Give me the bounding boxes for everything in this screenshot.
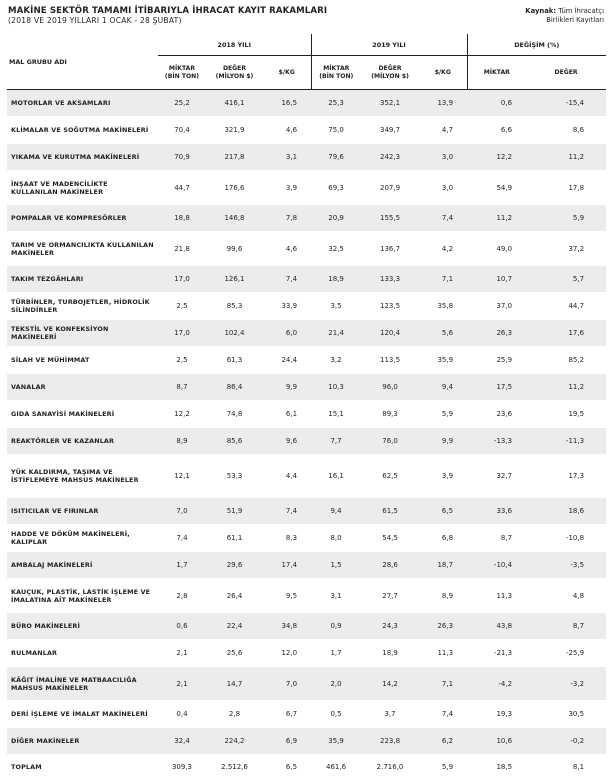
cell-perkg-2018: 8,3 [263,525,311,552]
cell-change-deger: 37,2 [526,232,606,266]
source-line-2: Birlikleri Kayıtları [546,16,604,24]
cell-perkg-2019: 3,0 [419,144,467,171]
cell-miktar-2018: 2,1 [158,640,206,667]
column-header-2019: 2019 YILI [311,34,467,56]
cell-miktar-2019: 69,3 [311,171,361,205]
cell-change-miktar: 10,6 [467,728,526,755]
cell-deger-2019: 120,4 [361,320,419,347]
cell-deger-2019: 223,8 [361,728,419,755]
cell-perkg-2019: 3,0 [419,171,467,205]
cell-deger-2018: 217,8 [206,144,263,171]
cell-perkg-2018: 6,9 [263,728,311,755]
cell-change-miktar: 11,3 [467,579,526,613]
cell-perkg-2018: 34,8 [263,613,311,640]
table-row [7,374,606,401]
table-row [7,525,606,552]
cell-change-deger: 17,8 [526,171,606,205]
cell-change-miktar: 26,3 [467,320,526,347]
table-row [7,293,606,320]
column-header-change: DEĞİŞİM (%) [467,34,606,56]
cell-perkg-2018: 24,4 [263,347,311,374]
cell-change-deger: 5,7 [526,266,606,293]
cell-miktar-2019: 7,7 [311,428,361,455]
cell-group-name: HADDE VE DÖKÜM MAKİNELERİ, KALIPLAR [7,525,158,552]
cell-deger-2018: 224,2 [206,728,263,755]
cell-group-name: GIDA SANAYİSİ MAKİNELERİ [7,401,158,428]
cell-miktar-2018: 44,7 [158,171,206,205]
cell-miktar-2018: 70,9 [158,144,206,171]
cell-change-miktar: 43,8 [467,613,526,640]
cell-change-deger: 8,7 [526,613,606,640]
cell-perkg-2019: 4,7 [419,117,467,144]
cell-deger-2019: 54,5 [361,525,419,552]
cell-miktar-2018: 12,1 [158,455,206,498]
cell-change-deger: 11,2 [526,144,606,171]
cell-perkg-2018: 17,4 [263,552,311,579]
cell-perkg-2019: 6,2 [419,728,467,755]
column-header-deger-2019: DEĞER (MİLYON $) [361,56,419,90]
cell-change-miktar: -10,4 [467,552,526,579]
table-row [7,728,606,755]
column-header-perkg-2019: $/KG [419,56,467,90]
cell-perkg-2019: 9,9 [419,428,467,455]
cell-change-miktar: 11,2 [467,205,526,232]
cell-miktar-2019: 9,4 [311,498,361,525]
column-header-2018: 2018 YILI [158,34,311,56]
table-row [7,232,606,266]
cell-miktar-2018: 2,8 [158,579,206,613]
cell-deger-2019: 18,9 [361,640,419,667]
cell-perkg-2019: 35,8 [419,293,467,320]
cell-perkg-2019: 5,9 [419,401,467,428]
cell-group-name: DİĞER MAKİNELER [7,728,158,755]
cell-miktar-2019: 0,9 [311,613,361,640]
cell-group-name: YÜK KALDIRMA, TAŞIMA VE İSTİFLEMEYE MAHSUS MAKİNELER [7,455,158,498]
cell-perkg-2018: 7,8 [263,205,311,232]
cell-deger-2019: 76,0 [361,428,419,455]
cell-miktar-2019: 15,1 [311,401,361,428]
cell-group-name: YIKAMA VE KURUTMA MAKİNELERİ [7,144,158,171]
cell-change-miktar: 33,6 [467,498,526,525]
cell-miktar-2019: 75,0 [311,117,361,144]
cell-group-name: TARIM VE ORMANCILIKTA KULLANILAN MAKİNELER [7,232,158,266]
column-header-deger-2018: DEĞER (MİLYON $) [206,56,263,90]
cell-miktar-2019: 0,5 [311,701,361,728]
cell-perkg-2019: 18,7 [419,552,467,579]
page-subtitle: (2018 VE 2019 YILLARI 1 OCAK - 28 ŞUBAT) [8,16,182,25]
cell-change-miktar: 8,7 [467,525,526,552]
cell-change-miktar: 23,6 [467,401,526,428]
table-row [7,552,606,579]
cell-change-miktar: 49,0 [467,232,526,266]
cell-change-deger: 5,9 [526,205,606,232]
cell-change-deger: 30,5 [526,701,606,728]
cell-miktar-2019: 35,9 [311,728,361,755]
cell-perkg-2019: 7,4 [419,205,467,232]
total-row [7,755,606,780]
cell-deger-2018: 53,3 [206,455,263,498]
cell-change-miktar: 19,3 [467,701,526,728]
cell-group-name: RULMANLAR [7,640,158,667]
cell-perkg-2019: 11,3 [419,640,467,667]
cell-deger-2019: 155,5 [361,205,419,232]
cell-group-name: VANALAR [7,374,158,401]
cell-perkg-2019: 13,9 [419,90,467,117]
cell-perkg-2018: 9,5 [263,579,311,613]
table-row [7,401,606,428]
table-row [7,347,606,374]
cell-change-miktar: 18,5 [467,755,526,780]
cell-deger-2018: 74,8 [206,401,263,428]
cell-miktar-2018: 2,1 [158,667,206,701]
cell-deger-2018: 99,6 [206,232,263,266]
column-header-change-miktar: MİKTAR [467,56,526,90]
cell-miktar-2019: 1,5 [311,552,361,579]
cell-miktar-2018: 7,4 [158,525,206,552]
cell-change-miktar: 25,9 [467,347,526,374]
cell-deger-2019: 14,2 [361,667,419,701]
cell-change-deger: 4,8 [526,579,606,613]
cell-change-deger: 17,6 [526,320,606,347]
page-title: MAKİNE SEKTÖR TAMAMI İTİBARIYLA İHRACAT KAYIT RAKAMLARI [8,6,328,16]
cell-deger-2019: 28,6 [361,552,419,579]
cell-miktar-2019: 2,0 [311,667,361,701]
table-row [7,579,606,613]
cell-perkg-2019: 7,4 [419,701,467,728]
cell-miktar-2019: 461,6 [311,755,361,780]
cell-change-miktar: 32,7 [467,455,526,498]
cell-change-deger: -0,2 [526,728,606,755]
cell-change-deger: 18,6 [526,498,606,525]
cell-group-name: TAKIM TEZGÂHLARI [7,266,158,293]
cell-group-name: TEKSTİL VE KONFEKSİYON MAKİNELERİ [7,320,158,347]
cell-perkg-2018: 12,0 [263,640,311,667]
cell-perkg-2018: 4,6 [263,232,311,266]
cell-change-deger: -15,4 [526,90,606,117]
cell-perkg-2019: 7,1 [419,266,467,293]
cell-deger-2018: 146,8 [206,205,263,232]
table-row [7,455,606,498]
cell-deger-2018: 86,4 [206,374,263,401]
cell-group-name: KÂĞIT İMALİNE VE MATBAACILIĞA MAHSUS MAKİNELER [7,667,158,701]
cell-change-miktar: 12,2 [467,144,526,171]
cell-perkg-2018: 16,5 [263,90,311,117]
cell-change-miktar: 37,0 [467,293,526,320]
cell-miktar-2019: 18,9 [311,266,361,293]
table-row [7,144,606,171]
cell-perkg-2018: 9,6 [263,428,311,455]
cell-miktar-2018: 17,0 [158,266,206,293]
cell-change-deger: 8,6 [526,117,606,144]
cell-group-name: KAUÇUK, PLASTİK, LASTİK İŞLEME VE İMALATINA AİT MAKİNELER [7,579,158,613]
cell-deger-2019: 2.716,0 [361,755,419,780]
column-header-change-deger: DEĞER [526,56,606,90]
table-row [7,90,606,117]
cell-deger-2018: 2,8 [206,701,263,728]
cell-change-miktar: 6,6 [467,117,526,144]
cell-miktar-2019: 1,7 [311,640,361,667]
cell-perkg-2018: 33,9 [263,293,311,320]
cell-group-name: TÜRBİNLER, TURBOJETLER, HİDROLİK SİLİNDİRLER [7,293,158,320]
cell-perkg-2018: 6,5 [263,755,311,780]
cell-change-deger: 44,7 [526,293,606,320]
table-body [7,90,606,780]
cell-change-deger: 11,2 [526,374,606,401]
cell-miktar-2019: 8,0 [311,525,361,552]
cell-miktar-2019: 20,9 [311,205,361,232]
cell-deger-2018: 29,6 [206,552,263,579]
cell-deger-2018: 14,7 [206,667,263,701]
cell-deger-2019: 113,5 [361,347,419,374]
table-row [7,701,606,728]
cell-change-deger: -25,9 [526,640,606,667]
cell-group-name: KLİMALAR VE SOĞUTMA MAKİNELERİ [7,117,158,144]
cell-miktar-2019: 3,1 [311,579,361,613]
cell-miktar-2018: 8,7 [158,374,206,401]
table-header-block [8,6,606,32]
cell-perkg-2019: 7,1 [419,667,467,701]
cell-perkg-2018: 6,0 [263,320,311,347]
cell-change-deger: -3,5 [526,552,606,579]
cell-perkg-2018: 3,9 [263,171,311,205]
cell-perkg-2019: 3,9 [419,455,467,498]
cell-change-miktar: 10,7 [467,266,526,293]
cell-deger-2019: 61,5 [361,498,419,525]
cell-change-deger: 19,5 [526,401,606,428]
cell-miktar-2019: 32,5 [311,232,361,266]
cell-deger-2019: 133,3 [361,266,419,293]
cell-change-miktar: 0,6 [467,90,526,117]
cell-miktar-2018: 2,5 [158,347,206,374]
cell-deger-2019: 207,9 [361,171,419,205]
cell-miktar-2019: 25,3 [311,90,361,117]
cell-change-miktar: 17,5 [467,374,526,401]
cell-perkg-2019: 5,6 [419,320,467,347]
cell-deger-2019: 123,5 [361,293,419,320]
cell-miktar-2018: 7,0 [158,498,206,525]
table-row [7,117,606,144]
cell-deger-2018: 176,6 [206,171,263,205]
cell-group-name: MOTORLAR VE AKSAMLARI [7,90,158,117]
cell-deger-2018: 22,4 [206,613,263,640]
cell-miktar-2019: 3,5 [311,293,361,320]
cell-group-name: ISITICILAR VE FIRINLAR [7,498,158,525]
cell-deger-2018: 102,4 [206,320,263,347]
source-note [525,7,604,25]
cell-miktar-2018: 12,2 [158,401,206,428]
cell-deger-2019: 242,3 [361,144,419,171]
cell-perkg-2019: 9,4 [419,374,467,401]
cell-miktar-2018: 18,8 [158,205,206,232]
cell-deger-2018: 61,3 [206,347,263,374]
column-header-miktar-2018: MİKTAR (BİN TON) [158,56,206,90]
table-row [7,428,606,455]
cell-change-miktar: -13,3 [467,428,526,455]
table-row [7,640,606,667]
table-row [7,171,606,205]
cell-group-name: TOPLAM [7,755,158,780]
cell-change-miktar: 54,9 [467,171,526,205]
cell-group-name: REAKTÖRLER VE KAZANLAR [7,428,158,455]
cell-perkg-2018: 4,4 [263,455,311,498]
cell-miktar-2018: 0,4 [158,701,206,728]
table-row [7,613,606,640]
cell-group-name: POMPALAR VE KOMPRESÖRLER [7,205,158,232]
cell-miktar-2018: 25,2 [158,90,206,117]
cell-change-deger: 17,3 [526,455,606,498]
cell-group-name: İNŞAAT VE MADENCİLİKTE KULLANILAN MAKİNELER [7,171,158,205]
cell-change-miktar: -21,3 [467,640,526,667]
cell-change-miktar: -4,2 [467,667,526,701]
table-row [7,498,606,525]
cell-change-deger: -11,3 [526,428,606,455]
cell-miktar-2019: 16,1 [311,455,361,498]
cell-perkg-2019: 6,5 [419,498,467,525]
table-row [7,266,606,293]
cell-perkg-2019: 8,9 [419,579,467,613]
cell-deger-2018: 126,1 [206,266,263,293]
cell-miktar-2019: 79,6 [311,144,361,171]
cell-perkg-2019: 26,3 [419,613,467,640]
cell-miktar-2019: 21,4 [311,320,361,347]
cell-deger-2018: 85,6 [206,428,263,455]
cell-miktar-2018: 8,9 [158,428,206,455]
cell-perkg-2018: 3,1 [263,144,311,171]
cell-group-name: SİLAH VE MÜHİMMAT [7,347,158,374]
cell-perkg-2018: 9,9 [263,374,311,401]
column-header-miktar-2019: MİKTAR (BİN TON) [311,56,361,90]
cell-deger-2018: 85,3 [206,293,263,320]
cell-perkg-2018: 4,6 [263,117,311,144]
cell-miktar-2018: 70,4 [158,117,206,144]
cell-perkg-2018: 6,7 [263,701,311,728]
cell-miktar-2019: 10,3 [311,374,361,401]
source-label: Kaynak: [525,7,557,15]
cell-miktar-2018: 309,3 [158,755,206,780]
cell-change-deger: 8,1 [526,755,606,780]
cell-deger-2019: 136,7 [361,232,419,266]
cell-miktar-2019: 3,2 [311,347,361,374]
cell-deger-2019: 62,5 [361,455,419,498]
cell-perkg-2018: 7,0 [263,667,311,701]
cell-perkg-2019: 35,9 [419,347,467,374]
cell-deger-2019: 349,7 [361,117,419,144]
cell-deger-2018: 321,9 [206,117,263,144]
cell-deger-2018: 2.512,6 [206,755,263,780]
cell-deger-2019: 27,7 [361,579,419,613]
cell-perkg-2019: 5,9 [419,755,467,780]
cell-change-deger: -3,2 [526,667,606,701]
source-line-1: Tüm İhracatçı [558,7,604,15]
cell-deger-2018: 51,9 [206,498,263,525]
cell-deger-2019: 24,3 [361,613,419,640]
column-header-perkg-2018: $/KG [263,56,311,90]
cell-change-deger: 85,2 [526,347,606,374]
cell-deger-2018: 26,4 [206,579,263,613]
cell-perkg-2018: 7,4 [263,266,311,293]
cell-deger-2019: 3,7 [361,701,419,728]
cell-group-name: DERİ İŞLEME VE İMALAT MAKİNELERİ [7,701,158,728]
cell-perkg-2019: 4,2 [419,232,467,266]
cell-deger-2018: 25,6 [206,640,263,667]
cell-perkg-2018: 7,4 [263,498,311,525]
cell-miktar-2018: 2,5 [158,293,206,320]
cell-group-name: AMBALAJ MAKİNELERİ [7,552,158,579]
cell-perkg-2018: 6,1 [263,401,311,428]
column-header-group: MAL GRUBU ADI [7,34,158,90]
cell-deger-2019: 352,1 [361,90,419,117]
cell-deger-2019: 96,0 [361,374,419,401]
table-row [7,320,606,347]
table-row [7,667,606,701]
cell-miktar-2018: 32,4 [158,728,206,755]
cell-deger-2019: 89,3 [361,401,419,428]
cell-miktar-2018: 1,7 [158,552,206,579]
cell-miktar-2018: 21,8 [158,232,206,266]
cell-change-deger: -10,8 [526,525,606,552]
cell-miktar-2018: 17,0 [158,320,206,347]
cell-deger-2018: 416,1 [206,90,263,117]
cell-perkg-2019: 6,8 [419,525,467,552]
cell-deger-2018: 61,1 [206,525,263,552]
export-data-table [7,34,606,780]
table-row [7,205,606,232]
cell-group-name: BÜRO MAKİNELERİ [7,613,158,640]
cell-miktar-2018: 0,6 [158,613,206,640]
